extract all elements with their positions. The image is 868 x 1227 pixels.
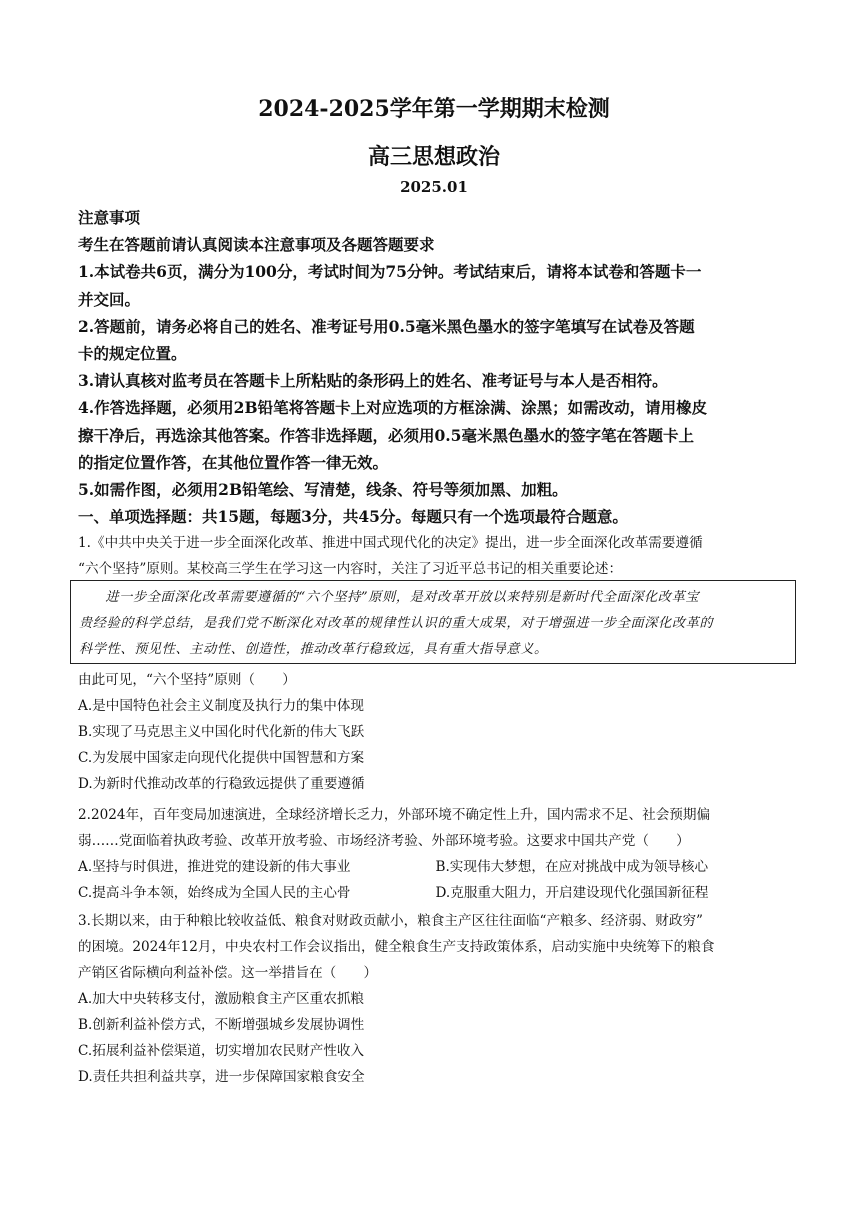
question-2	[78, 802, 793, 906]
question-1-options	[78, 667, 793, 797]
notes-intro: 考生在答题前请认真阅读本注意事项及各题答题要求	[78, 235, 435, 255]
q2-option-a: A.坚持与时俱进，推进党的建设新的伟大事业	[78, 859, 351, 875]
notes-item: 卡的规定位置。	[78, 344, 187, 364]
section-heading: 一、单项选择题：共15题，每题3分，共45分。每题只有一个选项最符合题意。	[78, 507, 628, 527]
question-1-stem	[78, 530, 793, 582]
q1-stem-line: 1.《中共中央关于进一步全面深化改革、推进中国式现代化的决定》提出，进一步全面深化改革需要遵循	[78, 535, 703, 551]
notes-item: 的指定位置作答，在其他位置作答一律无效。	[78, 452, 389, 472]
q1-quote-box	[70, 580, 796, 664]
notes-item: 4.作答选择题，必须用2B铅笔将答题卡上对应选项的方框涂满、涂黑；如需改动，请用橡皮	[78, 398, 708, 418]
q1-stem-line: “六个坚持”原则。某校高三学生在学习这一内容时，关注了习近平总书记的相关重要论述：	[78, 561, 623, 577]
notes-item: 并交回。	[78, 289, 141, 309]
notes-section	[78, 204, 793, 530]
question-3	[78, 908, 793, 1090]
q1-ask: 由此可见，“六个坚持”原则（ ）	[78, 672, 296, 688]
notes-item: 5.如需作图，必须用2B铅笔绘、写清楚，线条、符号等须加黑、加粗。	[78, 480, 568, 500]
q1-quote-line: 贵经验的科学总结，是我们党不断深化对改革的规律性认识的重大成果，对于增强进一步全面深化改革的	[79, 616, 714, 631]
q2-option-d: D.克服重大阻力，开启建设现代化强国新征程	[435, 885, 709, 901]
q3-option-c: C.拓展利益补偿渠道，切实增加农民财产性收入	[78, 1043, 365, 1059]
notes-item: 2.答题前，请务必将自己的姓名、准考证号用0.5毫米黑色墨水的签字笔填写在试卷及答题	[78, 316, 695, 336]
q2-stem-line: 2.2024年，百年变局加速演进，全球经济增长乏力，外部环境不确定性上升，国内需求不足、社会预期偏	[78, 807, 711, 823]
q3-option-a: A.加大中央转移支付，激励粮食主产区重农抓粮	[78, 991, 365, 1007]
notes-item: 3.请认真核对监考员在答题卡上所粘贴的条形码上的姓名、准考证号与本人是否相符。	[78, 371, 668, 391]
q2-options-row	[78, 880, 793, 906]
exam-subject: 高三思想政治	[367, 144, 500, 170]
q1-quote-line: 科学性、预见性、主动性、创造性，推动改革行稳致远，具有重大指导意义。	[79, 642, 548, 657]
q3-option-d: D.责任共担利益共享，进一步保障国家粮食安全	[78, 1069, 365, 1085]
notes-heading: 注意事项	[78, 208, 141, 227]
notes-item: 1.本试卷共6页，满分为100分，考试时间为75分钟。考试结束后，请将本试卷和答题卡一	[78, 262, 702, 282]
q1-quote-line: 进一步全面深化改革需要遵循的“六个坚持”原则，是对改革开放以来特别是新时代全面深化改革宝	[105, 590, 700, 605]
q3-stem-line: 3.长期以来，由于种粮比较收益低、粮食对财政贡献小，粮食主产区往往面临“产粮多、经济弱、财政穷”	[78, 913, 703, 929]
q3-stem-line: 的困境。2024年12月，中央农村工作会议指出，健全粮食生产支持政策体系，启动实施中央统筹下的粮食	[78, 939, 715, 955]
exam-title: 2024-2025学年第一学期期末检测	[258, 96, 610, 122]
notes-item: 擦干净后，再选涂其他答案。作答非选择题，必须用0.5毫米黑色墨水的签字笔在答题卡上	[78, 425, 694, 445]
q2-option-b: B.实现伟大梦想，在应对挑战中成为领导核心	[435, 859, 709, 875]
q2-option-c: C.提高斗争本领，始终成为全国人民的主心骨	[78, 885, 351, 901]
q1-option-a: A.是中国特色社会主义制度及执行力的集中体现	[78, 698, 365, 714]
q1-option-b: B.实现了马克思主义中国化时代化新的伟大飞跃	[78, 724, 365, 740]
q2-stem-line: 弱……党面临着执政考验、改革开放考验、市场经济考验、外部环境考验。这要求中国共产党（ ）	[78, 833, 690, 849]
q2-options-row	[78, 854, 793, 880]
q1-option-d: D.为新时代推动改革的行稳致远提供了重要遵循	[78, 776, 365, 792]
q3-option-b: B.创新利益补偿方式，不断增强城乡发展协调性	[78, 1017, 365, 1033]
q3-stem-line: 产销区省际横向利益补偿。这一举措旨在（ ）	[78, 965, 378, 981]
exam-date: 2025.01	[400, 178, 468, 196]
q1-option-c: C.为发展中国家走向现代化提供中国智慧和方案	[78, 750, 365, 766]
